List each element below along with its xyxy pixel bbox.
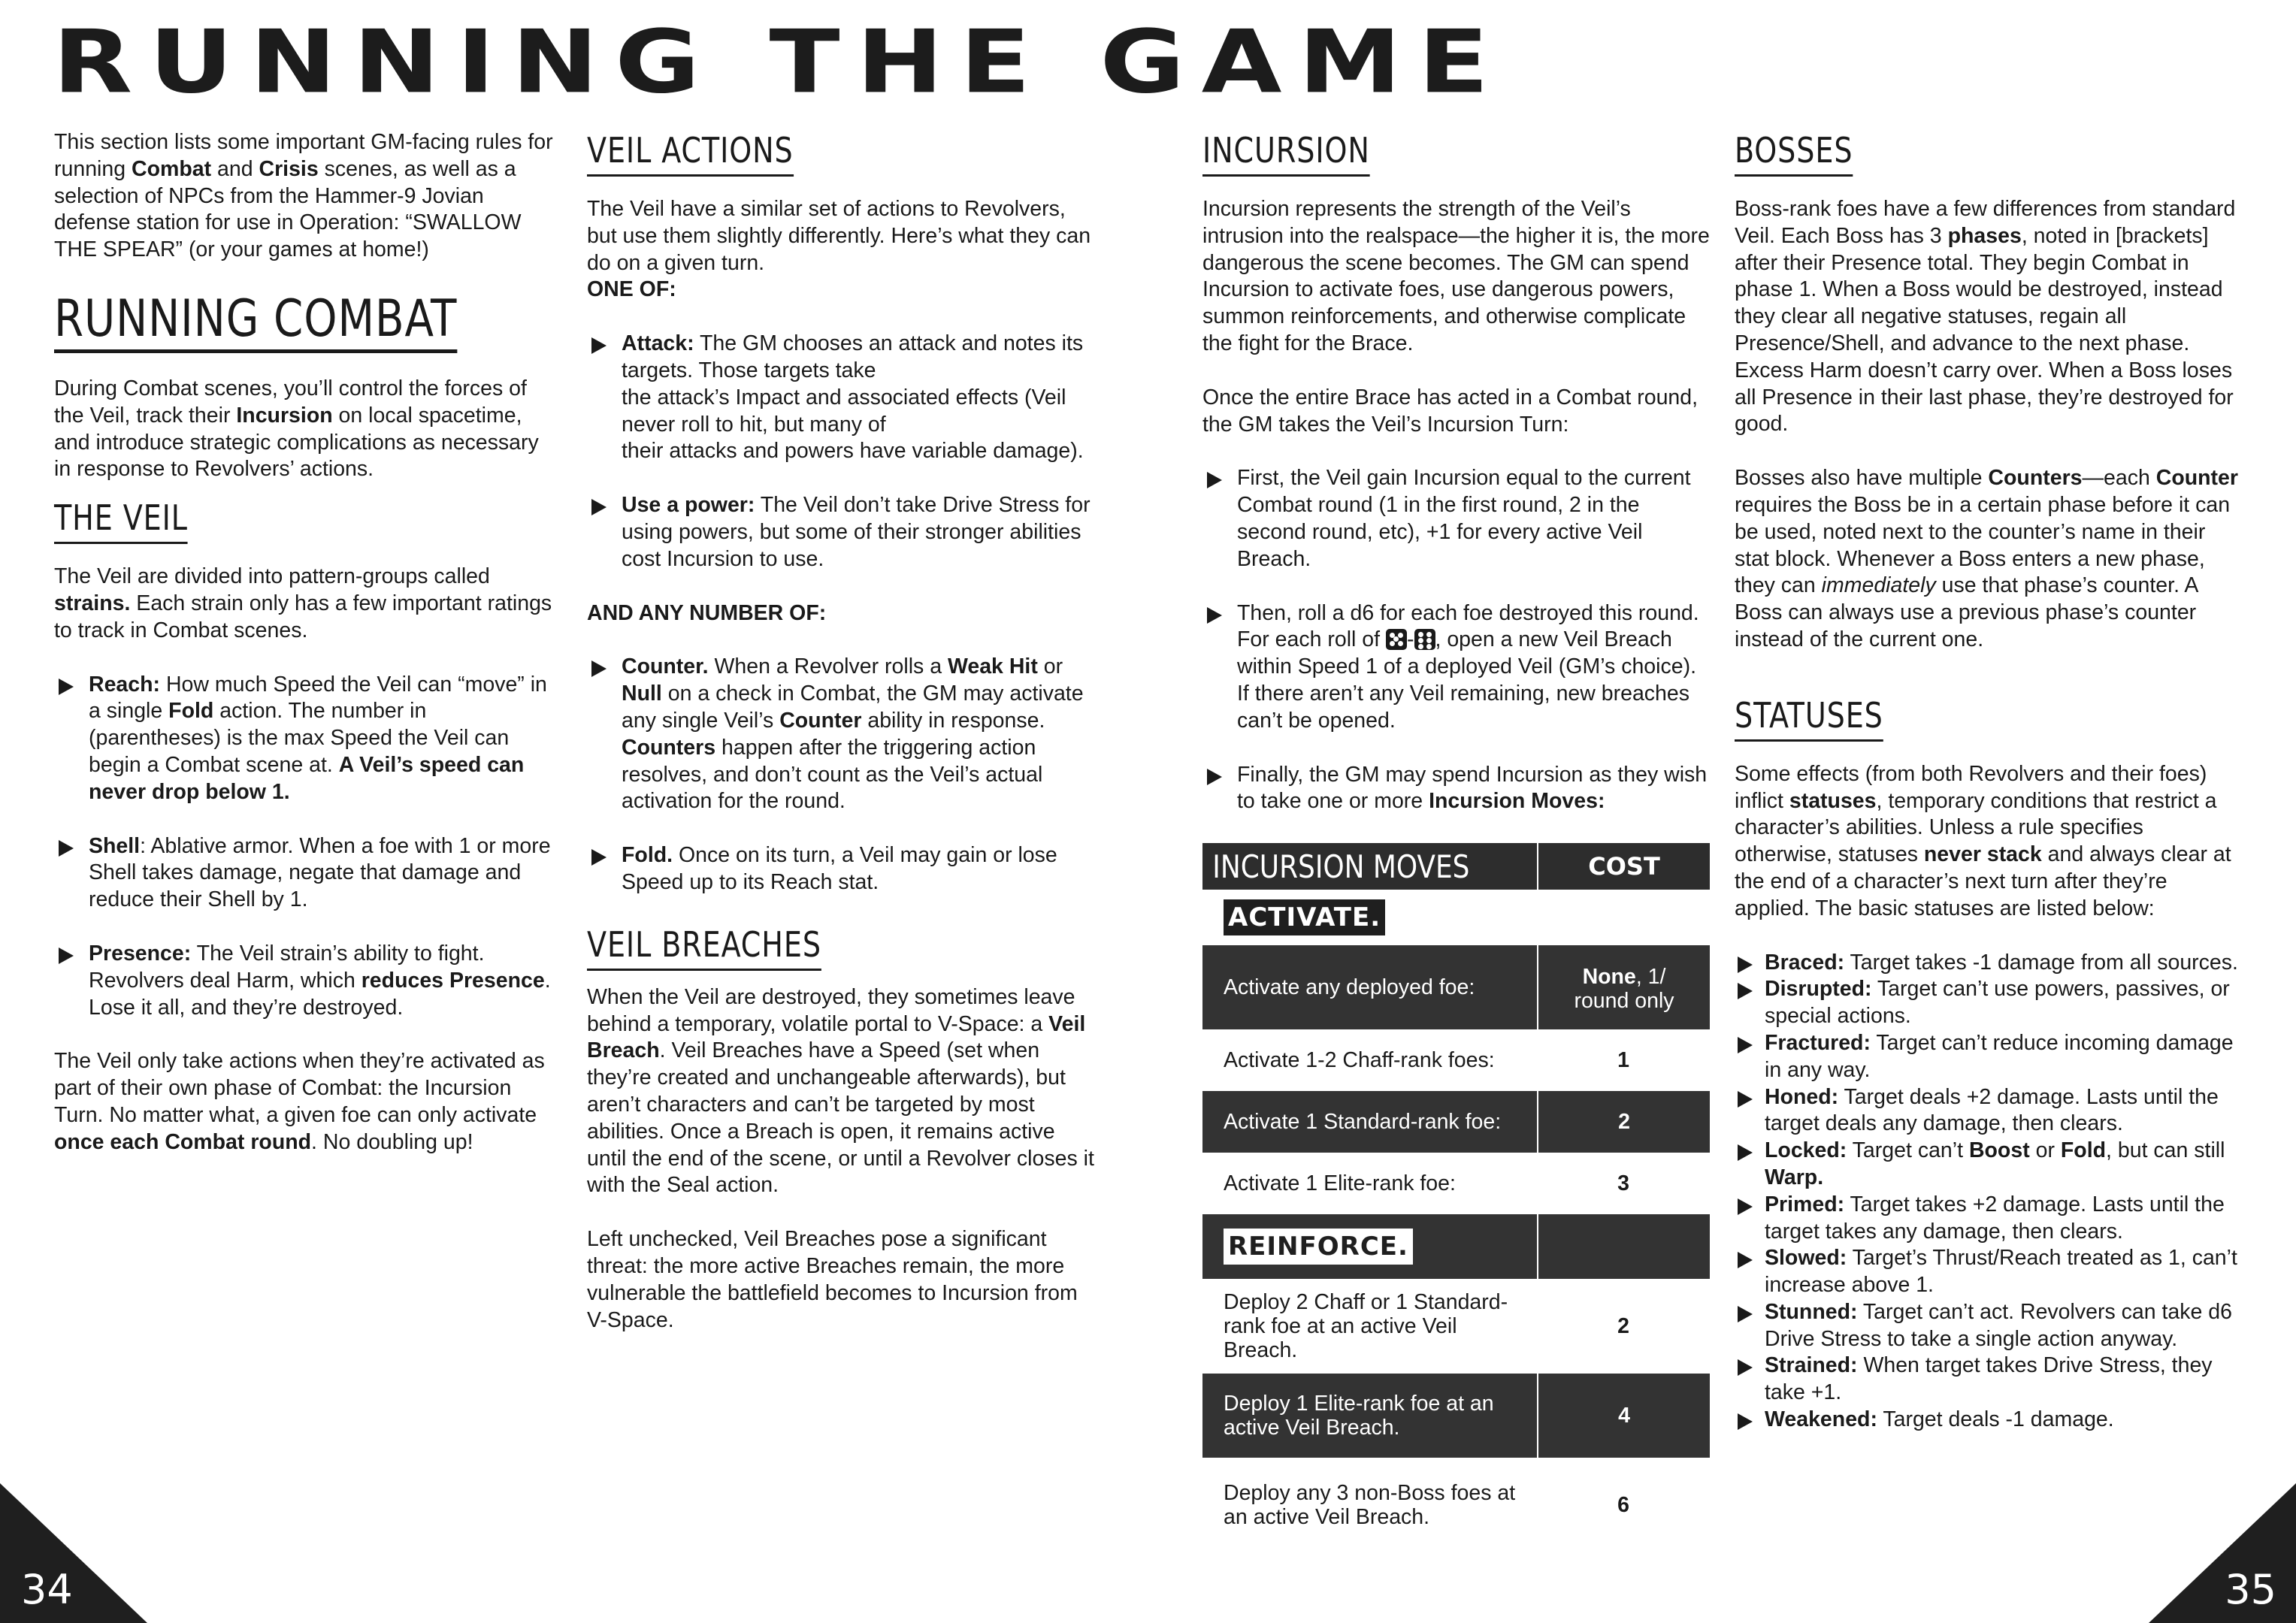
reinforce-label: REINFORCE. xyxy=(1224,1229,1413,1265)
bullet-reach: Reach: How much Speed the Veil can “move” in a single Fold action. The number in (parentheses) is the max Speed the Veil can begin a Combat scene at. A Veil’s speed can never drop below 1. xyxy=(54,672,558,806)
die-five-icon xyxy=(1386,629,1407,650)
column-veil-actions xyxy=(587,129,1098,1334)
move-cell: Activate 1 Elite-rank foe: xyxy=(1224,1171,1456,1195)
bullet-use-power: Use a power: The Veil don’t take Drive Stress for using powers, but some of their stronger abilities cost Incursion to use. xyxy=(587,492,1098,573)
table-header xyxy=(1202,843,1710,890)
cost-cell: 6 xyxy=(1617,1493,1629,1517)
breach-paragraph-2: Left unchecked, Veil Breaches pose a significant threat: the more active Breaches remain, the more vulnerable the battlefield becomes to Incursion from V-Space. xyxy=(587,1227,1078,1332)
incursion-paragraph-1: Incursion represents the strength of the Veil’s intrusion into the realspace—the higher it is, the more dangerous the scene becomes. The GM can spend Incursion to activate foes, use dangerous powers, summon reinforcements, and otherwise complicate the fight for the Brace. xyxy=(1202,197,1710,355)
column-bosses xyxy=(1735,129,2246,1434)
cost-cell: None, 1/ round only xyxy=(1537,945,1710,1029)
incursion-paragraph-2: Once the entire Brace has acted in a Combat round, the GM takes the Veil’s Incursion Turn: xyxy=(1202,385,1699,437)
intro-paragraph: This section lists some important GM-facing rules for running Combat and Crisis scenes, as well as a selection of NPCs from the Hammer-9 Jovian defense station for use in Operation: “SWALLOW THE SPEAR” (or your games at home!) xyxy=(54,130,553,262)
heading-incursion: INCURSION xyxy=(1202,129,1370,177)
page-title: RUNNING THE GAME xyxy=(53,11,1506,113)
activate-row xyxy=(1202,1029,1710,1091)
status-item: Slowed: Target’s Thrust/Reach treated as 1, can’t increase above 1. xyxy=(1735,1245,2246,1299)
header-moves: INCURSION MOVES xyxy=(1212,848,1470,885)
cost-cell: 2 xyxy=(1537,1091,1710,1153)
statuses-paragraph: Some effects (from both Revolvers and their foes) inflict statuses, temporary conditions that restrict a character’s abilities. Unless a rule specifies otherwise, statuses never stack and always clear at the end of a character’s next turn after they’re applied. The basic statuses are listed below: xyxy=(1735,761,2231,920)
cost-cell: 1 xyxy=(1617,1048,1629,1072)
heading-statuses: STATUSES xyxy=(1735,694,1883,742)
reinforce-row xyxy=(1202,1458,1710,1552)
bullet-counter: Counter. When a Revolver rolls a Weak Hit or Null on a check in Combat, the GM may activate any single Veil’s Counter ability in response. Counters happen after the triggering action resolves, and don’t count as the Veil’s actual activation for the round. xyxy=(587,654,1098,815)
section-reinforce xyxy=(1202,1214,1710,1279)
status-item: Disrupted: Target can’t use powers, passives, or special actions. xyxy=(1735,976,2246,1030)
move-cell: Deploy any 3 non-Boss foes at an active Veil Breach. xyxy=(1224,1481,1516,1529)
cost-cell: 4 xyxy=(1537,1374,1710,1458)
section-activate xyxy=(1202,890,1710,945)
status-list xyxy=(1735,950,2246,1434)
bosses-paragraph-2: Bosses also have multiple Counters—each Counter requires the Boss be in a certain phase before it can be used, noted next to the counter’s name in their stat block. Whenever a Boss enters a new phase, they can immediately use that phase’s counter. A Boss can always use a previous phase’s counter instead of the current one. xyxy=(1735,466,2238,651)
bullet-fold: Fold. Once on its turn, a Veil may gain or lose Speed up to its Reach stat. xyxy=(587,842,1098,896)
column-incursion xyxy=(1202,129,1710,815)
move-cell: Deploy 2 Chaff or 1 Standard-rank foe at an active Veil Breach. xyxy=(1224,1290,1508,1362)
veil-actions-intro: The Veil have a similar set of actions to Revolvers, but use them slightly differently. Here’s what they can do on a given turn. xyxy=(587,197,1091,275)
heading-veil-breaches: VEIL BREACHES xyxy=(587,923,821,971)
status-item: Fractured: Target can’t reduce incoming damage in any way. xyxy=(1735,1030,2246,1084)
any-number-label: AND ANY NUMBER OF: xyxy=(587,600,827,625)
bullet-presence: Presence: The Veil strain’s ability to fight. Revolvers deal Harm, which reduces Presence. Lose it all, and they’re destroyed. xyxy=(54,941,558,1021)
move-cell: Activate 1 Standard-rank foe: xyxy=(1224,1110,1502,1134)
status-item: Strained: When target takes Drive Stress, they take +1. xyxy=(1735,1352,2246,1407)
activate-row xyxy=(1202,945,1710,1029)
activate-row xyxy=(1202,1091,1710,1153)
bullet-shell: Shell: Ablative armor. When a foe with 1 or more Shell takes damage, negate that damage and reduce their Shell by 1. xyxy=(54,833,558,914)
status-item: Honed: Target deals +2 damage. Lasts until the target deals any damage, then clears. xyxy=(1735,1084,2246,1138)
column-left xyxy=(54,129,558,1156)
one-of-label: ONE OF: xyxy=(587,277,676,302)
outro-paragraph: The Veil only take actions when they’re activated as part of their own phase of Combat: the Incursion Turn. No matter what, a given foe can only activate once each Combat round. No doubling up! xyxy=(54,1049,545,1154)
activate-label: ACTIVATE. xyxy=(1224,899,1385,935)
status-item: Stunned: Target can’t act. Revolvers can take d6 Drive Stress to take a single action anyway. xyxy=(1735,1299,2246,1353)
move-cell: Activate any deployed foe: xyxy=(1224,975,1475,999)
status-item: Primed: Target takes +2 damage. Lasts until the target takes any damage, then clears. xyxy=(1735,1192,2246,1246)
bosses-paragraph-1: Boss-rank foes have a few differences from standard Veil. Each Boss has 3 phases, noted in [brackets] after their Presence total. They begin Combat in phase 1. When a Boss would be destroyed, instead they clear all negative statuses, regain all Presence/Shell, and advance to the next phase. Excess Harm doesn’t carry over. When a Boss loses all Presence in their last phase, they’re destroyed for good. xyxy=(1735,197,2236,437)
status-item: Weakened: Target deals -1 damage. xyxy=(1735,1407,2246,1434)
status-item: Locked: Target can’t Boost or Fold, but can still Warp. xyxy=(1735,1138,2246,1192)
activate-row xyxy=(1202,1153,1710,1214)
heading-veil-actions: VEIL ACTIONS xyxy=(587,129,794,177)
move-cell: Deploy 1 Elite-rank foe at an active Veil Breach. xyxy=(1224,1392,1494,1440)
cost-cell: 3 xyxy=(1617,1171,1629,1195)
heading-the-veil: THE VEIL xyxy=(54,497,188,544)
heading-bosses: BOSSES xyxy=(1735,129,1853,177)
page-number-right: 35 xyxy=(2225,1566,2276,1613)
bullet-roll-d6: Then, roll a d6 for each foe destroyed this round. For each roll of - , open a new Veil Breach within Speed 1 of a deployed Veil (GM’s choice). If there aren’t any Veil remaining, new breaches can’t be opened. xyxy=(1202,600,1710,735)
page-number-left: 34 xyxy=(21,1566,73,1613)
incursion-moves-table xyxy=(1202,843,1710,1552)
combat-paragraph: During Combat scenes, you’ll control the forces of the Veil, track their Incursion on local spacetime, and introduce strategic complications as necessary in response to Revolvers’ actions. xyxy=(54,376,539,482)
move-cell: Activate 1-2 Chaff-rank foes: xyxy=(1224,1048,1495,1072)
status-item: Braced: Target takes -1 damage from all sources. xyxy=(1735,950,2246,977)
veil-paragraph: The Veil are divided into pattern-groups called strains. Each strain only has a few important ratings to track in Combat scenes. xyxy=(54,564,552,642)
bullet-attack: Attack: The GM chooses an attack and notes its targets. Those targets take the attack’s Impact and associated effects (Veil never roll to hit, but many of their attacks and powers have variable damage). xyxy=(587,331,1098,465)
bullet-incursion-moves: Finally, the GM may spend Incursion as they wish to take one or more Incursion Moves: xyxy=(1202,762,1710,816)
bullet-gain-incursion: First, the Veil gain Incursion equal to the current Combat round (1 in the first round, 2 in the second round, etc), +1 for every active Veil Breach. xyxy=(1202,465,1710,573)
reinforce-row xyxy=(1202,1374,1710,1458)
cost-cell: 2 xyxy=(1617,1314,1629,1338)
header-cost: COST xyxy=(1537,843,1710,890)
breach-paragraph-1: When the Veil are destroyed, they sometimes leave behind a temporary, volatile portal to V-Space: a Veil Breach. Veil Breaches have a Speed (set when they’re created and unchangeable afterwards), but aren’t characters and can’t be targeted by most abilities. Once a Breach is open, it remains active until the end of the scene, or until a Revolver closes it with the Seal action. xyxy=(587,984,1094,1198)
reinforce-row xyxy=(1202,1279,1710,1374)
die-six-icon xyxy=(1414,629,1435,650)
heading-running-combat: RUNNING COMBAT xyxy=(54,291,457,353)
